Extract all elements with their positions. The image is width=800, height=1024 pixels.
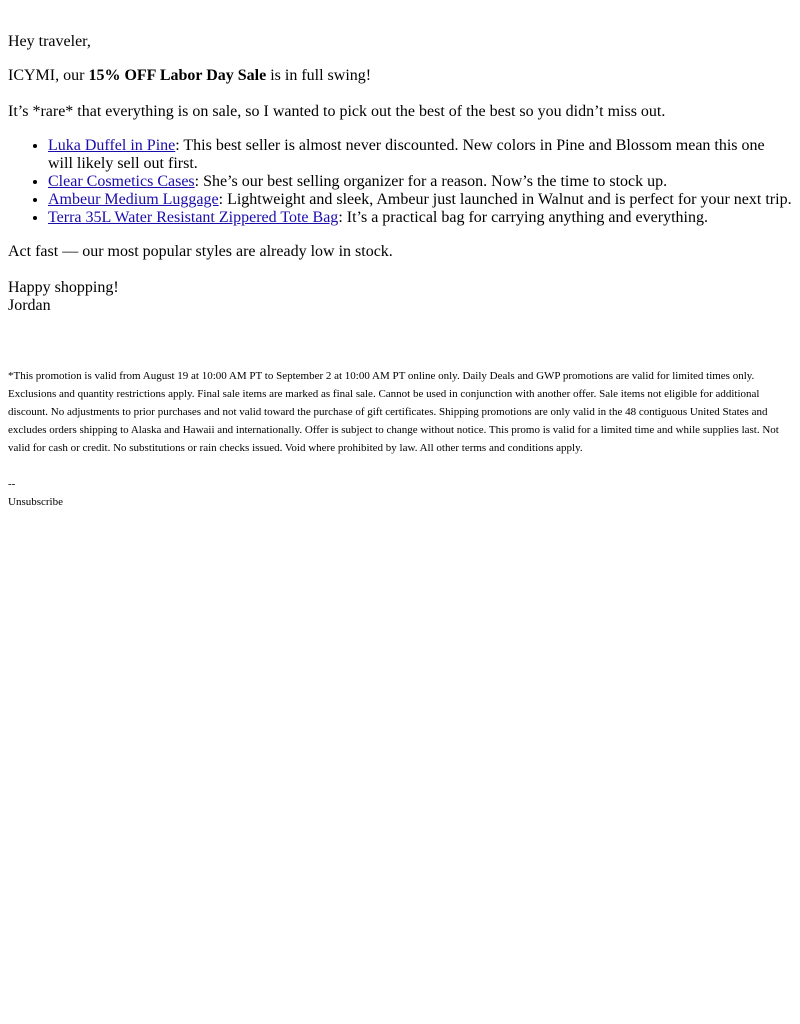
intro-suffix: is in full swing! (266, 67, 372, 84)
act-fast-text: Act fast — our most popular styles are already low in stock. (8, 243, 393, 260)
product-description: : It’s a practical bag for carrying anything and everything. (338, 209, 708, 226)
product-link-ambeur-luggage[interactable]: Ambeur Medium Luggage (48, 191, 219, 208)
intro (8, 67, 792, 85)
product-link-terra-tote[interactable]: Terra 35L Water Resistant Zippered Tote Bag (48, 209, 339, 226)
unsubscribe-link[interactable]: Unsubscribe (8, 496, 63, 508)
greeting: Hey traveler, (8, 33, 91, 50)
product-description: : She’s our best selling organizer for a reason. Now’s the time to stock up. (194, 173, 668, 190)
fine-print: *This promotion is valid from August 19 at 10:00 AM PT to September 2 at 10:00 AM PT online only. Daily Deals and GWP promotions are valid for limited times only. Exclusions and quantity restrictions apply. Final sale items are marked as final sale. Cannot be used in conjunction with another offer. Sale items not eligible for additional discount. No adjustments to prior purchases and not valid toward the purchase of gift certificates. Shipping promotions are only valid in the 48 contiguous United States and excludes orders shipping to Alaska and Hawaii and internationally. Offer is subject to change without notice. This promo is valid for a limited time and while supplies last. Not valid for cash or credit. No substitutions or rain checks issued. Void where prohibited by law. All other terms and conditions apply. (8, 370, 779, 454)
list-item (48, 191, 792, 209)
list-item (48, 209, 792, 227)
product-link-cosmetics-cases[interactable]: Clear Cosmetics Cases (48, 173, 195, 190)
separator: -- (8, 478, 16, 490)
signoff: Happy shopping! (8, 279, 119, 296)
product-description: : Lightweight and sleek, Ambeur just launched in Walnut and is perfect for your next trip. (218, 191, 792, 208)
product-description: : This best seller is almost never discounted. New colors in Pine and Blossom mean this one will likely sell out first. (48, 137, 765, 172)
product-link-luka-duffel[interactable]: Luka Duffel in Pine (48, 137, 176, 154)
rare-text: It’s *rare* that everything is on sale, so I wanted to pick out the best of the best so you didn’t miss out. (8, 103, 666, 120)
sale-name: 15% OFF Labor Day Sale (88, 67, 267, 84)
signature: Jordan (8, 297, 51, 314)
intro-prefix: ICYMI, our (8, 67, 89, 84)
list-item (48, 137, 792, 173)
list-item (48, 173, 792, 191)
product-list (8, 137, 792, 227)
